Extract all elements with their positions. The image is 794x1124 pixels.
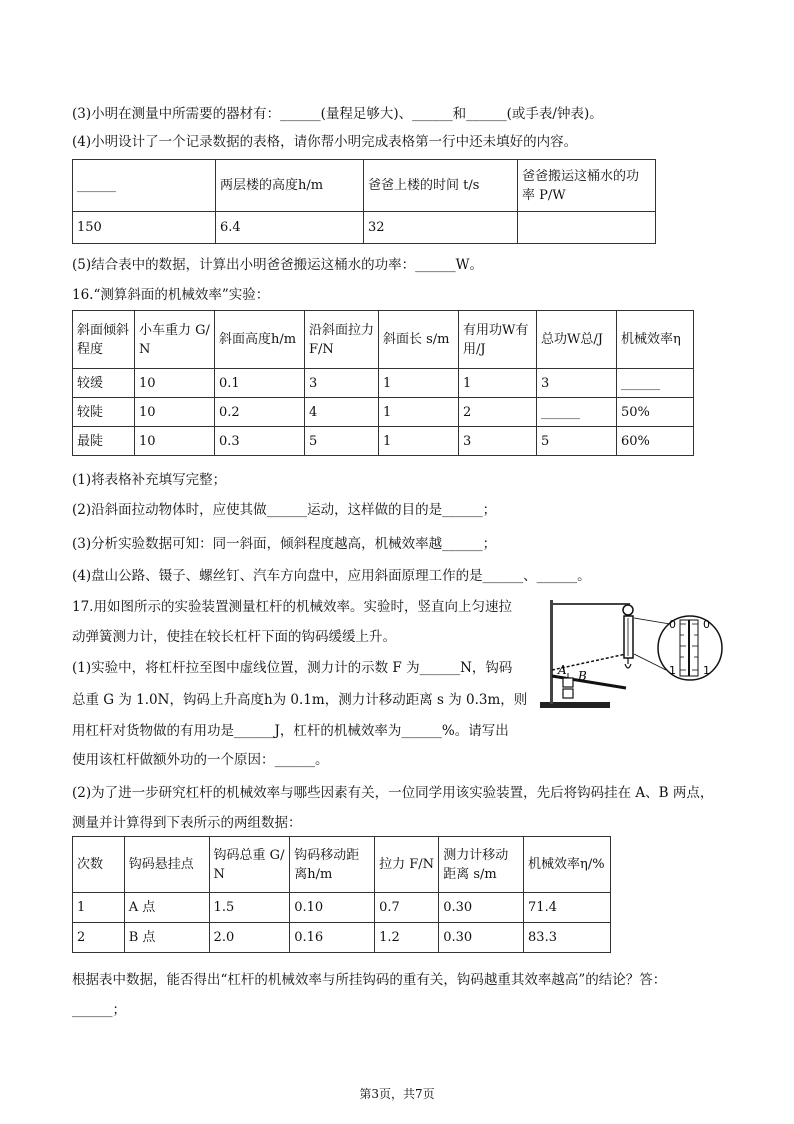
q16-cell: 10 [135, 398, 215, 427]
q16-cell: 3 [459, 427, 537, 456]
q16-cell: 10 [135, 369, 215, 398]
q16-header-cell: 机械效率η [617, 311, 694, 369]
q16-cell: 1 [459, 369, 537, 398]
point-b-label: B [578, 669, 587, 683]
q16-cell: 5 [537, 427, 617, 456]
scale-top-label-left: 0 [669, 618, 676, 631]
q16-cell: 4 [305, 398, 379, 427]
q17-part2-line2: 测量并计算得到下表所示的两组数据： [72, 815, 302, 831]
q16-cell: 2 [459, 398, 537, 427]
q15-table-header-cell: 爸爸上楼的时间 t/s [364, 160, 518, 212]
hook-weight [563, 678, 573, 687]
q16-cell: ______ [617, 369, 694, 398]
q15-table-cell: 150 [73, 212, 216, 244]
stand-rod [550, 600, 553, 704]
q17-cell: 71.4 [524, 893, 611, 923]
q17-header-cell: 钩码移动距离h/m [290, 837, 375, 893]
q17-cell: 1.2 [375, 923, 439, 953]
q16-cell: 1 [379, 398, 459, 427]
magnifier-guide-line [634, 618, 670, 624]
q16-cell: 0.3 [215, 427, 305, 456]
q15-part4: (4)小明设计了一个记录数据的表格，请你帮小明完成表格第一行中还未填好的内容。 [72, 134, 578, 150]
q16-header-cell: 小车重力 G/N [135, 311, 215, 369]
q17-header-cell: 钩码总重 G/N [209, 837, 290, 893]
q16-header-cell: 斜面长 s/m [379, 311, 459, 369]
q17-cell: 0.7 [375, 893, 439, 923]
q17-table [72, 836, 611, 953]
q16-table [72, 310, 694, 456]
point-a-label: A [558, 663, 567, 677]
q16-cell: 3 [305, 369, 379, 398]
q16-cell: 最陡 [73, 427, 135, 456]
q16-part4: (4)盘山公路、镊子、螺丝钉、汽车方向盘中，应用斜面原理工作的是______、______。 [72, 568, 591, 584]
q16-cell: 1 [379, 427, 459, 456]
q17-cell: 2 [73, 923, 125, 953]
scale-top-label-right: 0 [703, 618, 710, 631]
q17-header-cell: 机械效率η/% [524, 837, 611, 893]
q16-cell: 0.1 [215, 369, 305, 398]
q17-intro-line2: 动弹簧测力计，使挂在较长杠杆下面的钩码缓缓上升。 [72, 629, 396, 645]
q16-header-cell: 有用功W有用/J [459, 311, 537, 369]
q17-header-cell: 测力计移动距离 s/m [439, 837, 524, 893]
q16-part2: (2)沿斜面拉动物体时，应使其做______运动，这样做的目的是______； [72, 502, 497, 518]
q17-conclusion-line1: 根据表中数据，能否得出“杠杆的机械效率与所挂钩码的重有关，钩码越重其效率越高”的结论？答： [72, 972, 667, 988]
q17-cell: 0.30 [439, 923, 524, 953]
q16-cell: 50% [617, 398, 694, 427]
q16-header-cell: 斜面倾斜程度 [73, 311, 135, 369]
q15-table-header-cell: 两层楼的高度h/m [216, 160, 364, 212]
q16-header-cell: 斜面高度h/m [215, 311, 305, 369]
q17-cell: 2.0 [209, 923, 290, 953]
q15-table-cell: 6.4 [216, 212, 364, 244]
scale-bottom-label-left: 1 [669, 664, 676, 677]
q16-cell: ______ [537, 398, 617, 427]
q17-part1-line3: 用杠杆对货物做的有用功是______J，杠杆的机械效率为______%。请写出 [72, 723, 509, 739]
q16-part1: (1)将表格补充填写完整； [72, 472, 227, 488]
q16-cell: 1 [379, 369, 459, 398]
q15-table-header-cell: ______ [73, 160, 216, 212]
q15-table [72, 159, 656, 244]
q15-part5: (5)结合表中的数据，计算出小明爸爸搬运这桶水的功率：______W。 [72, 257, 483, 273]
q15-table-cell [518, 212, 656, 244]
spring-balance-body [624, 616, 633, 658]
q17-part1-line4: 使用该杠杆做额外功的一个原因：______。 [72, 752, 329, 768]
q16-cell: 3 [537, 369, 617, 398]
q17-part2-line1: (2)为了进一步研究杠杆的机械效率与哪些因素有关，一位同学用该实验装置，先后将钩码挂在 A、B 两点， [72, 785, 714, 801]
q17-cell: 1 [73, 893, 125, 923]
q15-table-cell: 32 [364, 212, 518, 244]
q16-cell: 较缓 [73, 369, 135, 398]
q17-cell: 0.30 [439, 893, 524, 923]
q17-conclusion-line2: ______； [72, 1002, 126, 1018]
q16-header-cell: 总功W总/J [537, 311, 617, 369]
scale-bottom-label-right: 1 [703, 664, 710, 677]
q17-cell: 0.16 [290, 923, 375, 953]
q16-header-cell: 沿斜面拉力F/N [305, 311, 379, 369]
q17-part1-line2: 总重 G 为 1.0N，钩码上升高度h为 0.1m，测力计移动距离 s 为 0.3m，则 [72, 692, 528, 708]
q16-cell: 5 [305, 427, 379, 456]
q16-title: 16.“测算斜面的机械效率”实验： [72, 287, 270, 303]
q17-cell: 83.3 [524, 923, 611, 953]
q16-cell: 0.2 [215, 398, 305, 427]
page-footer: 第3页，共7页 [359, 1087, 435, 1101]
lever-apparatus-figure [530, 598, 730, 716]
q17-header-cell: 拉力 F/N [375, 837, 439, 893]
q17-cell: 1.5 [209, 893, 290, 923]
spring-balance-ring [623, 605, 633, 615]
hook-weight [563, 689, 573, 698]
q16-cell: 较陡 [73, 398, 135, 427]
q16-cell: 10 [135, 427, 215, 456]
q17-cell: B 点 [124, 923, 209, 953]
q15-part3: (3)小明在测量中所需要的器材有：______(量程足够大)、______和______(或手表/钟表)。 [72, 106, 603, 122]
q15-table-header-cell: 爸爸搬运这桶水的功率 P/W [518, 160, 656, 212]
q16-cell: 60% [617, 427, 694, 456]
q17-header-cell: 钩码悬挂点 [124, 837, 209, 893]
spring-balance-hook [625, 658, 631, 668]
q16-part3: (3)分析实验数据可知：同一斜面，倾斜程度越高，机械效率越______； [72, 536, 497, 552]
q17-part1-line1: (1)实验中，将杠杆拉至图中虚线位置，测力计的示数 F 为______N，钩码 [72, 660, 513, 676]
q17-cell: A 点 [124, 893, 209, 923]
q17-header-cell: 次数 [73, 837, 125, 893]
q17-cell: 0.10 [290, 893, 375, 923]
q17-intro-line1: 17.用如图所示的实验装置测量杠杆的机械效率。实验时，竖直向上匀速拉 [72, 599, 512, 615]
